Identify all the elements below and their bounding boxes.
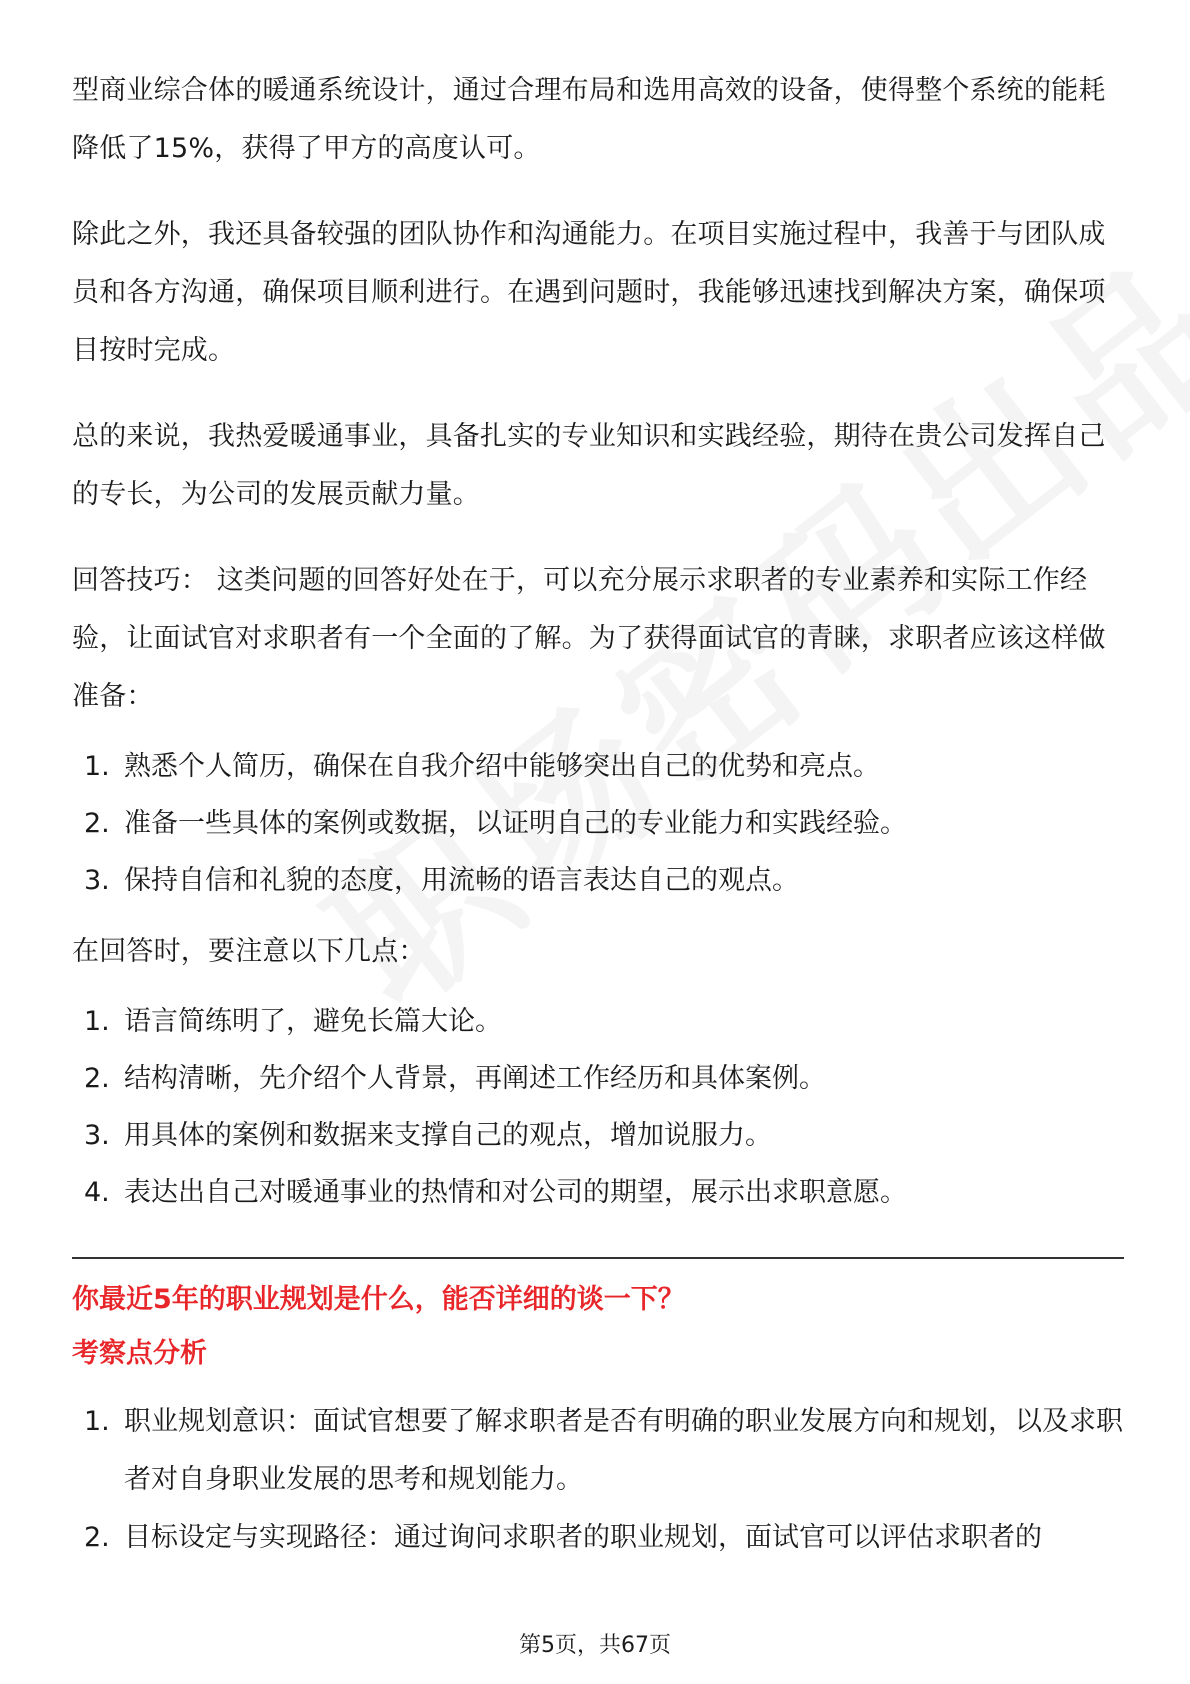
list-item: 4. 表达出自己对暖通事业的热情和对公司的期望，展示出求职意愿。 (84, 1177, 907, 1208)
notes-list (72, 993, 1124, 1221)
prep-list (72, 738, 1124, 909)
list-item: 1. 职业规划意识：面试官想要了解求职者是否有明确的职业发展方向和规划，以及求职者对自身职业发展的思考和规划能力。 (84, 1406, 1123, 1495)
section-divider (72, 1257, 1124, 1259)
list-item: 2. 结构清晰，先介绍个人背景，再阐述工作经历和具体案例。 (84, 1063, 826, 1094)
analysis-heading: 考察点分析 (72, 1338, 207, 1369)
paragraph-notes-intro: 在回答时，要注意以下几点： (72, 936, 426, 967)
page-number: 第5页，共67页 (519, 1633, 671, 1658)
list-item: 1. 语言简练明了，避免长篇大论。 (84, 1006, 502, 1037)
paragraph-project-result: 型商业综合体的暖通系统设计，通过合理布局和选用高效的设备，使得整个系统的能耗降低了15%，获得了甲方的高度认可。 (72, 75, 1106, 164)
question-title: 你最近5年的职业规划是什么，能否详细的谈一下？ (72, 1284, 685, 1315)
paragraph-summary: 总的来说，我热爱暖通事业，具备扎实的专业知识和实践经验，期待在贵公司发挥自己的专长，为公司的发展贡献力量。 (72, 421, 1106, 510)
list-item: 3. 保持自信和礼貌的态度，用流畅的语言表达自己的观点。 (84, 865, 799, 896)
list-item: 1. 熟悉个人简历，确保在自我介绍中能够突出自己的优势和亮点。 (84, 751, 880, 782)
list-item: 2. 准备一些具体的案例或数据，以证明自己的专业能力和实践经验。 (84, 808, 907, 839)
analysis-list (72, 1393, 1124, 1567)
list-item: 3. 用具体的案例和数据来支撑自己的观点，增加说服力。 (84, 1120, 772, 1151)
document-page (72, 62, 1124, 1567)
paragraph-answer-tips: 回答技巧： 这类问题的回答好处在于，可以充分展示求职者的专业素养和实际工作经验，让面试官对求职者有一个全面的了解。为了获得面试官的青睐，求职者应该这样做准备： (72, 565, 1106, 712)
list-item: 2. 目标设定与实现路径：通过询问求职者的职业规划，面试官可以评估求职者的 (84, 1522, 1042, 1553)
paragraph-teamwork: 除此之外，我还具备较强的团队协作和沟通能力。在项目实施过程中，我善于与团队成员和各方沟通，确保项目顺利进行。在遇到问题时，我能够迅速找到解决方案，确保项目按时完成。 (72, 219, 1106, 366)
